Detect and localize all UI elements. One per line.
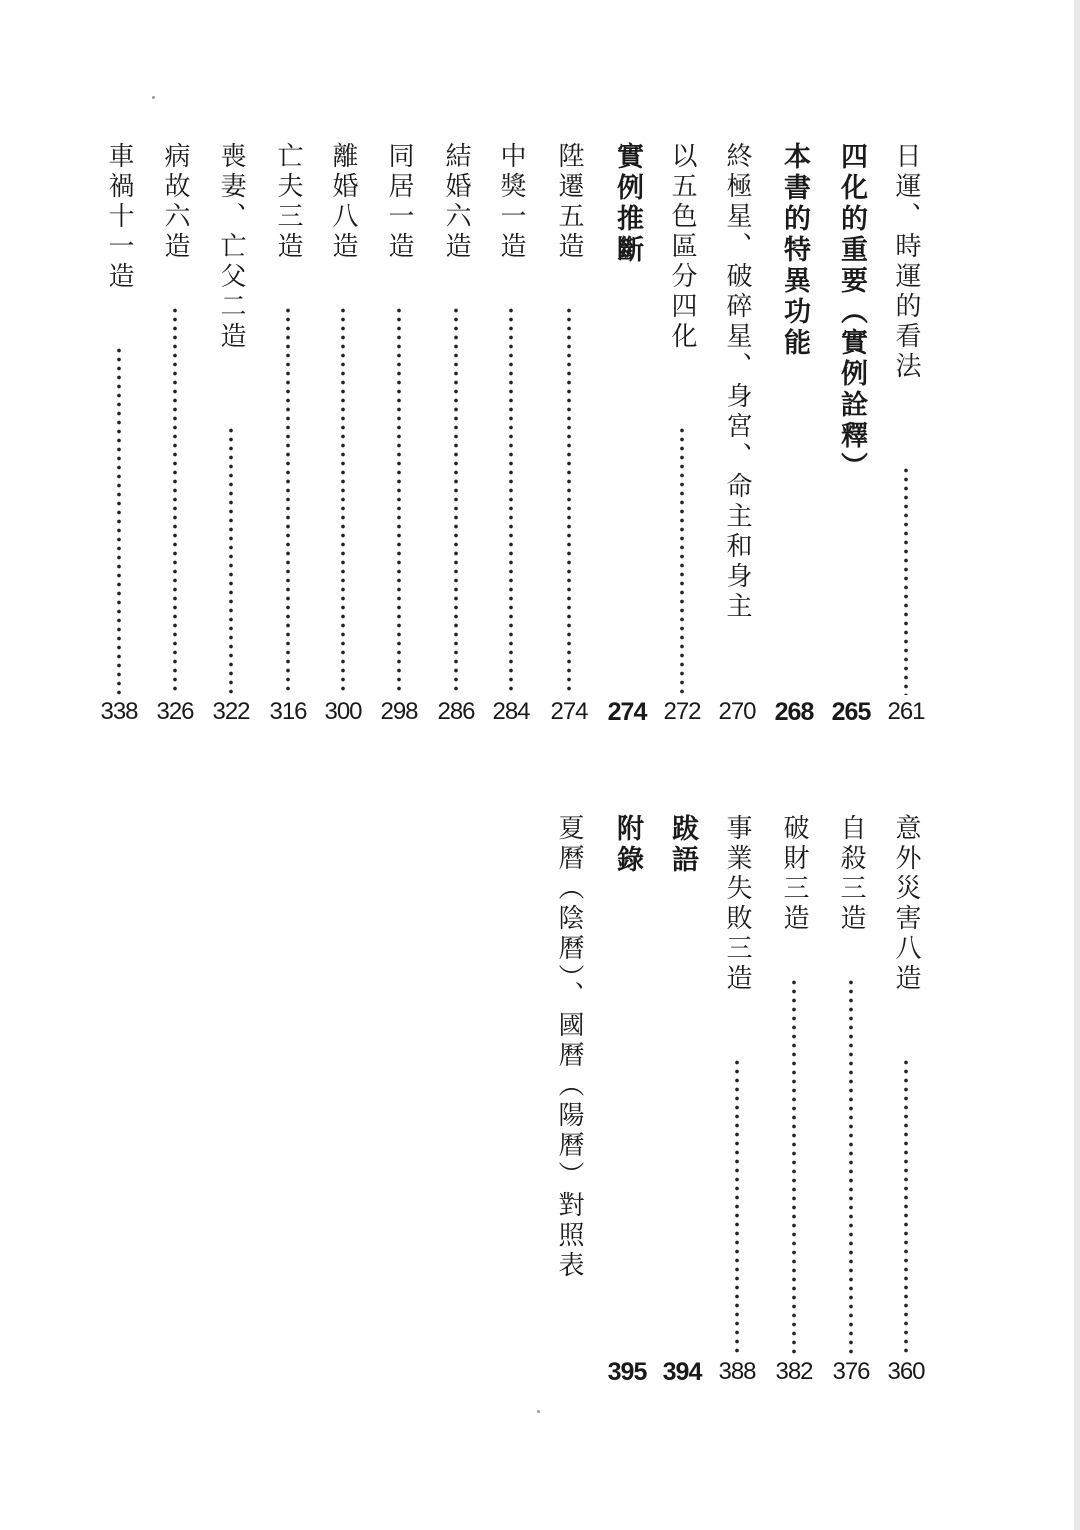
- toc-entry: [607, 0, 647, 760]
- page-number: 395: [607, 1358, 647, 1386]
- toc-entry: [99, 0, 139, 760]
- toc-entry-title: 本書的特異功能: [779, 142, 810, 359]
- toc-entry-title: 夏曆（陰曆）、國曆（陽曆）對照表: [554, 814, 584, 1281]
- dot-leader: [453, 306, 459, 695]
- dot-leader: [848, 978, 854, 1355]
- toc-entry-title: 附錄: [612, 814, 643, 876]
- dot-leader: [228, 426, 234, 695]
- toc-entry-title: 亡夫三造: [273, 142, 303, 262]
- toc-entry-title: 實例推斷: [612, 142, 643, 266]
- page-number: 265: [831, 698, 871, 726]
- toc-entry: [211, 0, 251, 760]
- toc-entry: [549, 0, 589, 760]
- dot-leader: [172, 306, 178, 695]
- scan-speck: [152, 96, 155, 99]
- dot-leader: [508, 306, 514, 695]
- toc-entry: [774, 760, 814, 1530]
- toc-entry: [774, 0, 814, 760]
- toc-entry: [491, 0, 531, 760]
- toc-entry-title: 以五色區分四化: [667, 142, 697, 352]
- toc-entry: [831, 0, 871, 760]
- toc-block-top: [0, 0, 1080, 760]
- dot-leader: [340, 306, 346, 695]
- toc-entry: [607, 760, 647, 1530]
- toc-entry-title: 破財三造: [779, 814, 809, 934]
- toc-entry: [831, 760, 871, 1530]
- dot-leader: [903, 466, 909, 695]
- dot-leader: [791, 978, 797, 1355]
- dot-leader: [734, 1058, 740, 1355]
- toc-entry-title: 事業失敗三造: [722, 814, 752, 994]
- dot-leader: [396, 306, 402, 695]
- page-number: 274: [607, 698, 647, 726]
- page-number: 388: [718, 1358, 756, 1385]
- toc-entry-title: 中獎一造: [496, 142, 526, 262]
- page-number: 298: [380, 698, 418, 725]
- scan-speck: [537, 1410, 540, 1413]
- toc-entry: [662, 760, 702, 1530]
- toc-entry-title: 意外災害八造: [891, 814, 921, 994]
- page-number: 270: [718, 698, 756, 725]
- toc-entry-title: 喪妻、亡父二造: [216, 142, 246, 352]
- dot-leader: [116, 346, 122, 695]
- toc-entry-title: 陞遷五造: [554, 142, 584, 262]
- page-number: 376: [832, 1358, 870, 1385]
- page-number: 394: [662, 1358, 702, 1386]
- toc-entry-title: 同居一造: [384, 142, 414, 262]
- toc-entry-title: 離婚八造: [328, 142, 358, 262]
- toc-entry: [155, 0, 195, 760]
- toc-entry: [268, 0, 308, 760]
- page-number: 300: [324, 698, 362, 725]
- toc-entry: [717, 0, 757, 760]
- toc-entry: [717, 760, 757, 1530]
- page-number: 322: [212, 698, 250, 725]
- page-number: 286: [437, 698, 475, 725]
- dot-leader: [566, 306, 572, 695]
- toc-entry-title: 日運、時運的看法: [891, 142, 921, 382]
- toc-entry-title: 自殺三造: [836, 814, 866, 934]
- page-number: 268: [774, 698, 814, 726]
- toc-entry-title: 跋語: [667, 814, 698, 876]
- toc-entry: [379, 0, 419, 760]
- page-number: 326: [156, 698, 194, 725]
- page-number: 272: [663, 698, 701, 725]
- toc-entry: [549, 760, 589, 1530]
- page-number: 316: [269, 698, 307, 725]
- toc-entry-title: 四化的重要（實例詮釋）: [836, 142, 867, 483]
- page-number: 382: [775, 1358, 813, 1385]
- toc-entry: [323, 0, 363, 760]
- toc-entry: [886, 760, 926, 1530]
- toc-entry: [886, 0, 926, 760]
- toc-entry-title: 結婚六造: [441, 142, 471, 262]
- toc-entry: [436, 0, 476, 760]
- dot-leader: [285, 306, 291, 695]
- toc-block-bottom: [0, 760, 1080, 1530]
- toc-entry-title: 車禍十一造: [104, 142, 134, 292]
- page-number: 360: [887, 1358, 925, 1385]
- page-number: 284: [492, 698, 530, 725]
- dot-leader: [903, 1058, 909, 1355]
- page-number: 261: [887, 698, 925, 725]
- page-number: 274: [550, 698, 588, 725]
- toc-entry: [662, 0, 702, 760]
- dot-leader: [679, 426, 685, 695]
- toc-entry-title: 終極星、破碎星、身宮、命主和身主: [722, 142, 752, 622]
- page-number: 338: [100, 698, 138, 725]
- toc-entry-title: 病故六造: [160, 142, 190, 262]
